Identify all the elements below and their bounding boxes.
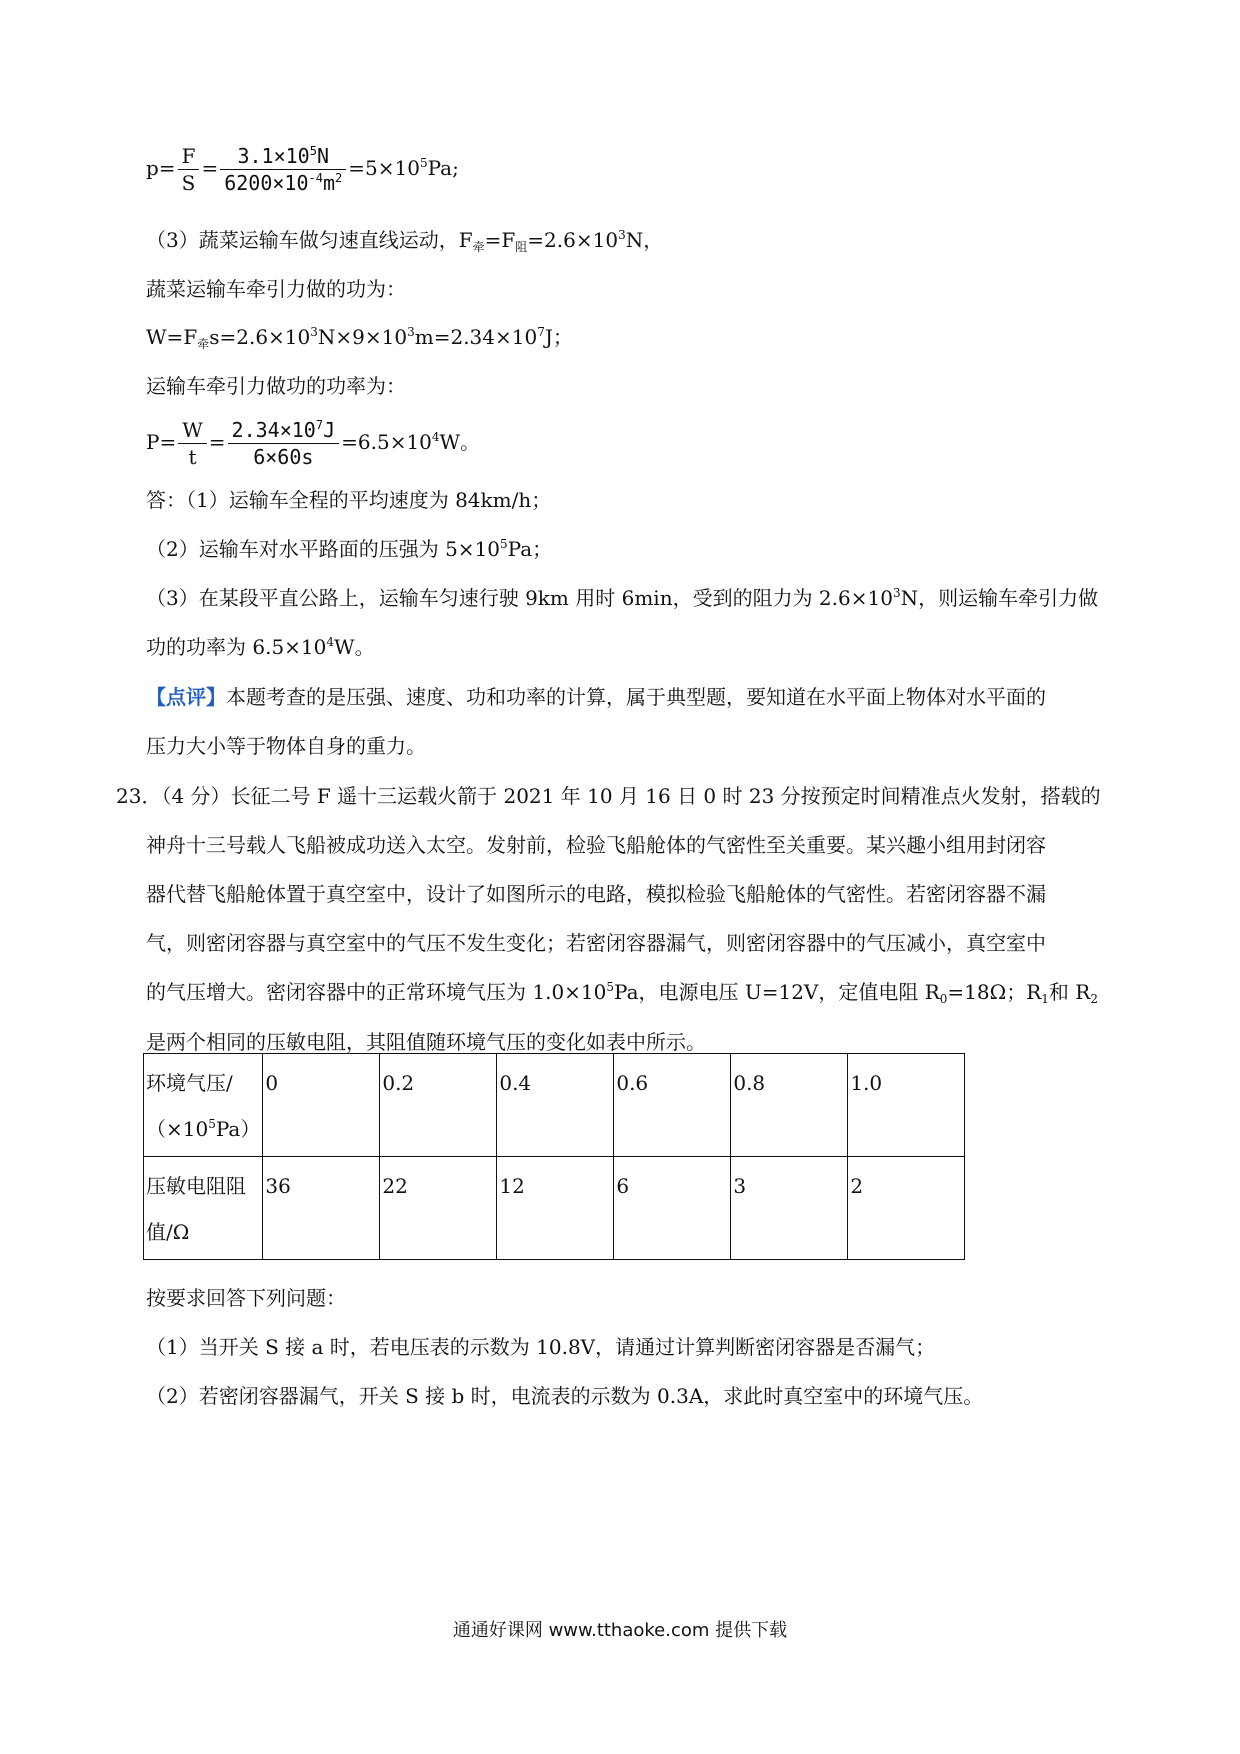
fraction-values: $\frac{3.1\times 10^5N}{6200\times 10^{-4}m^2}$ [220,143,346,196]
answer-line-3-force: （3）蔬菜运输车做匀速直线运动，$F_牵=F_阻=2.6\times 10^3N$， [146,228,664,254]
q23-line-4: 气，则密闭容器与真空室中的气压不发生变化；若密闭容器漏气，则密闭容器中的气压减小，真空室中 [146,931,1046,955]
table-header-pressure: 环境气压/ $(\times 10^5Pa)$ [144,1054,263,1157]
table-cell: 2 [848,1157,965,1260]
formula-lhs: p= [146,156,176,180]
table-cell: 22 [380,1157,497,1260]
q23-part-1: （1）当开关 S 接 a 时，若电压表的示数为 10.8V，请通过计算判断密闭容器是否漏气； [146,1335,936,1359]
footer-credit: 通通好课网 www.tthaoke.com 提供下载 [452,1620,788,1641]
comment-line-2: 压力大小等于物体自身的重力。 [146,734,426,758]
q23-line-6: 是两个相同的压敏电阻，其阻值随环境气压的变化如表中所示。 [146,1030,706,1054]
q23-line-3: 器代替飞船舱体置于真空室中，设计了如图所示的电路，模拟检验飞船舱体的气密性。若密闭容器不漏 [146,882,1046,906]
answer-1: 答：（1）运输车全程的平均速度为 84km/h； [146,488,552,512]
fraction-power-values: $\frac{2.34\times 10^7J}{6\times 60s}$ [228,417,340,470]
table-row [144,1054,965,1157]
table-cell: 3 [731,1157,848,1260]
q23-ask: 按要求回答下列问题： [146,1286,346,1310]
formula-power: P= $\frac{W}{t}$ = $\frac{2.34\times 10^7J}{6\times 60s}$ $=6.5\times 10^4W$。 [146,418,481,469]
comment-line-1: 【点评】本题考查的是压强、速度、功和功率的计算，属于典型题，要知道在水平面上物体对水平面的 [146,685,1046,709]
table-cell: 0 [263,1054,380,1157]
answer-3: （3）在某段平直公路上，运输车匀速行驶 9km 用时 6min，受到的阻力为 $2.6\times 10^3N$，则运输车牵引力做 [146,586,1099,610]
comment-tag: 【点评】 [146,685,226,709]
table-cell: 12 [497,1157,614,1260]
q23-line-5: 的气压增大。密闭容器中的正常环境气压为 $1.0\times 10^5Pa$，电源电压 U=12V，定值电阻 $R_0=18\Omega$；$R_1$和 $R_2$ [146,980,1098,1006]
table-cell: 0.6 [614,1054,731,1157]
table-cell: 0.4 [497,1054,614,1157]
q23-part-2: （2）若密闭容器漏气，开关 S 接 b 时，电流表的示数为 0.3A，求此时真空室中的环境气压。 [146,1384,984,1408]
work-formula: $W=F_牵s=2.6\times 10^3N\times 9\times 10^3m=2.34\times 10^7J$； [146,325,573,351]
table-cell: 0.2 [380,1054,497,1157]
power-intro: 运输车牵引力做功的功率为： [146,374,406,398]
q23-line-1: 23．（4 分）长征二号 F 遥十三运载火箭于 2021 年 10 月 16 日 0 时 23 分按预定时间精准点火发射，搭载的 [116,784,1101,808]
table-row [144,1157,965,1260]
fraction-f-over-s: $\frac{F}{S}$ [178,143,200,196]
table-header-resistance: 压敏电阻阻 值/Ω [144,1157,263,1260]
table-cell: 0.8 [731,1054,848,1157]
table-cell: 1.0 [848,1054,965,1157]
work-intro: 蔬菜运输车牵引力做的功为： [146,277,406,301]
formula-pressure: p= $\frac{F}{S}$ = $\frac{3.1\times 10^5N}{6200\times 10^{-4}m^2}$ $=5\times 10^5Pa$; [146,144,459,195]
fraction-w-over-t: $\frac{W}{t}$ [178,417,207,470]
answer-2: （2）运输车对水平路面的压强为 $5\times 10^5Pa$； [146,537,553,561]
pressure-resistance-table [143,1053,965,1260]
q23-line-2: 神舟十三号载人飞船被成功送入太空。发射前，检验飞船舱体的气密性至关重要。某兴趣小组用封闭容 [146,833,1046,857]
table-cell: 6 [614,1157,731,1260]
table-cell: 36 [263,1157,380,1260]
answer-3-cont: 功的功率为 $6.5\times 10^4W$。 [146,635,375,659]
